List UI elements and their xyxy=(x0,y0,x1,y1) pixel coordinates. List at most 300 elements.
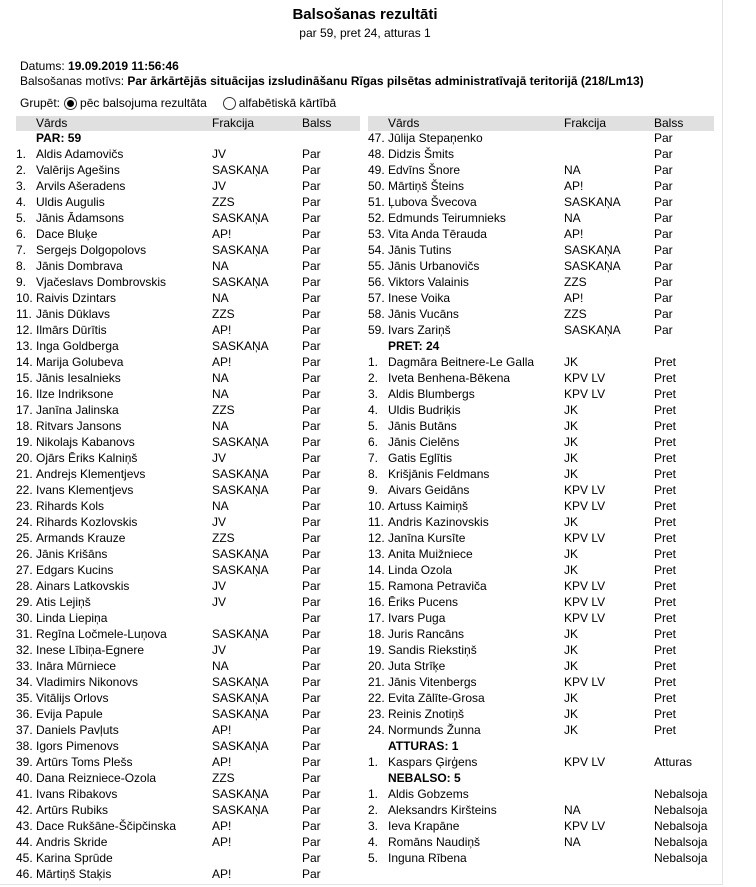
member-vote: Par xyxy=(654,323,673,337)
table-row xyxy=(16,147,360,163)
member-name: Jānis Ādamsons xyxy=(36,211,125,225)
row-number: 51. xyxy=(368,195,385,209)
member-name: Sandis Riekstiņš xyxy=(388,643,477,657)
row-number: 18. xyxy=(368,627,385,641)
member-faction: ZZS xyxy=(212,403,235,417)
member-vote: Pret xyxy=(654,435,677,449)
header-name: Vārds xyxy=(36,116,68,130)
row-number: 17. xyxy=(368,611,385,625)
table-row xyxy=(368,227,714,243)
member-faction: KPV LV xyxy=(564,531,606,545)
table-row xyxy=(16,307,360,323)
member-name: Linda Liepiņa xyxy=(36,611,108,625)
member-vote: Nebalsoja xyxy=(654,819,708,833)
row-number: 58. xyxy=(368,307,385,321)
member-vote: Pret xyxy=(654,611,677,625)
member-faction: AP! xyxy=(564,179,584,193)
member-name: Edgars Kucins xyxy=(36,563,114,577)
member-faction: NA xyxy=(564,211,581,225)
motive-line xyxy=(20,74,644,88)
table-row xyxy=(16,563,360,579)
row-number: 11. xyxy=(16,307,32,321)
table-row xyxy=(368,675,714,691)
member-vote: Pret xyxy=(654,707,677,721)
member-vote: Par xyxy=(302,547,321,561)
table-row xyxy=(368,707,714,723)
row-number: 21. xyxy=(368,675,385,689)
table-row xyxy=(368,419,714,435)
member-name: Jānis Vucāns xyxy=(388,307,459,321)
member-vote: Nebalsoja xyxy=(654,803,708,817)
member-vote: Par xyxy=(302,643,321,657)
member-faction: KPV LV xyxy=(564,819,606,833)
member-vote: Par xyxy=(302,595,321,609)
table-row xyxy=(368,835,714,851)
member-faction: JK xyxy=(564,707,579,721)
member-faction: SASKAŅA xyxy=(212,739,269,753)
member-vote: Pret xyxy=(654,499,677,513)
member-name: Vitālijs Orlovs xyxy=(36,691,109,705)
member-faction: JK xyxy=(564,643,579,657)
member-vote: Par xyxy=(302,691,321,705)
member-name: Jānis Krišāns xyxy=(36,547,108,561)
member-vote: Pret xyxy=(654,355,677,369)
row-number: 10. xyxy=(368,499,385,513)
member-faction: JK xyxy=(564,691,579,705)
group-alphabetical-label[interactable]: alfabētiskā kārtībā xyxy=(238,96,337,110)
row-number: 45. xyxy=(16,851,33,865)
table-row xyxy=(16,835,360,851)
member-vote: Par xyxy=(302,483,321,497)
table-row xyxy=(16,371,360,387)
row-number: 43. xyxy=(16,819,33,833)
member-faction: AP! xyxy=(212,819,232,833)
table-row xyxy=(368,323,714,339)
member-name: Edmunds Teirumnieks xyxy=(388,211,506,225)
row-number: 11. xyxy=(368,515,384,529)
member-faction: ZZS xyxy=(564,307,587,321)
member-name: Ivans Klementjevs xyxy=(36,483,134,497)
member-name: Armands Krauze xyxy=(36,531,126,545)
member-vote: Pret xyxy=(654,467,677,481)
member-faction: SASKAŅA xyxy=(564,259,621,273)
member-faction: ZZS xyxy=(212,531,235,545)
member-vote: Par xyxy=(654,291,673,305)
member-name: Juris Rancāns xyxy=(388,627,465,641)
member-name: Regīna Ločmele-Luņova xyxy=(36,627,167,641)
member-faction: JK xyxy=(564,451,579,465)
member-faction: AP! xyxy=(212,323,232,337)
table-row xyxy=(368,547,714,563)
member-faction: JV xyxy=(212,179,227,193)
table-row xyxy=(368,643,714,659)
member-name: Kaspars Ģirģens xyxy=(388,755,478,769)
table-row xyxy=(368,163,714,179)
member-faction: KPV LV xyxy=(564,595,606,609)
member-vote: Par xyxy=(302,371,321,385)
member-name: Normunds Žunna xyxy=(388,723,481,737)
table-row xyxy=(368,691,714,707)
member-faction: SASKAŅA xyxy=(212,211,269,225)
member-faction: JV xyxy=(212,579,227,593)
member-faction: JV xyxy=(212,147,227,161)
row-number: 1. xyxy=(368,755,379,769)
row-number: 24. xyxy=(16,515,33,529)
table-row xyxy=(16,291,360,307)
member-name: Ritvars Jansons xyxy=(36,419,122,433)
table-row xyxy=(368,243,714,259)
member-vote: Par xyxy=(654,259,673,273)
member-name: Andrejs Klementjevs xyxy=(36,467,146,481)
member-name: Evija Papule xyxy=(36,707,103,721)
row-number: 27. xyxy=(16,563,33,577)
member-name: Karina Sprūde xyxy=(36,851,113,865)
member-faction: JK xyxy=(564,515,579,529)
member-faction: JK xyxy=(564,659,579,673)
table-row xyxy=(16,211,360,227)
member-name: Aldis Blumbergs xyxy=(388,387,475,401)
member-vote: Nebalsoja xyxy=(654,835,708,849)
table-row xyxy=(16,803,360,819)
member-name: Inese Voika xyxy=(388,291,451,305)
member-vote: Par xyxy=(302,611,321,625)
row-number: 56. xyxy=(368,275,385,289)
member-faction: JK xyxy=(564,467,579,481)
member-name: Artūrs Rubiks xyxy=(36,803,109,817)
vote-summary: par 59, pret 24, atturas 1 xyxy=(299,26,431,40)
table-row xyxy=(16,579,360,595)
member-vote: Pret xyxy=(654,579,677,593)
row-number: 4. xyxy=(368,403,379,417)
member-name: Krišjānis Feldmans xyxy=(388,467,490,481)
member-name: Dace Rukšāne-Ščipčinska xyxy=(36,819,177,833)
member-faction: ZZS xyxy=(212,771,235,785)
member-faction: ZZS xyxy=(212,307,235,321)
row-number: 57. xyxy=(368,291,385,305)
row-number: 50. xyxy=(368,179,385,193)
row-number: 39. xyxy=(16,755,33,769)
table-row xyxy=(368,467,714,483)
member-name: Marija Golubeva xyxy=(36,355,124,369)
table-row xyxy=(16,435,360,451)
member-faction: NA xyxy=(212,259,229,273)
row-number: 23. xyxy=(16,499,33,513)
table-row xyxy=(16,227,360,243)
table-row xyxy=(368,659,714,675)
member-vote: Par xyxy=(302,739,321,753)
member-name: Andris Skride xyxy=(36,835,108,849)
member-vote: Pret xyxy=(654,627,677,641)
member-name: Artūrs Toms Plešs xyxy=(36,755,133,769)
date-label: Datums: xyxy=(20,59,65,73)
member-name: Jānis Iesalnieks xyxy=(36,371,121,385)
row-number: 6. xyxy=(368,435,379,449)
member-vote: Pret xyxy=(654,419,677,433)
member-name: Romāns Naudiņš xyxy=(388,835,481,849)
member-name: Jānis Vitenbergs xyxy=(388,675,477,689)
member-faction: ZZS xyxy=(212,195,235,209)
member-name: Janīna Kursīte xyxy=(388,531,466,545)
member-faction: AP! xyxy=(212,867,232,881)
table-row xyxy=(16,483,360,499)
member-vote: Pret xyxy=(654,643,677,657)
row-number: 18. xyxy=(16,419,33,433)
row-number: 23. xyxy=(368,707,385,721)
row-number: 16. xyxy=(368,595,385,609)
member-name: Ivars Puga xyxy=(388,611,446,625)
table-row xyxy=(368,275,714,291)
table-row xyxy=(16,627,360,643)
member-name: Jānis Dombrava xyxy=(36,259,123,273)
table-row xyxy=(368,211,714,227)
member-faction: NA xyxy=(212,419,229,433)
table-row xyxy=(16,195,360,211)
row-number: 10. xyxy=(16,291,33,305)
member-name: Ēriks Pucens xyxy=(388,595,459,609)
row-number: 33. xyxy=(16,659,33,673)
row-number: 12. xyxy=(16,323,33,337)
row-number: 47. xyxy=(368,131,385,145)
member-vote: Par xyxy=(654,147,673,161)
member-faction: JK xyxy=(564,355,579,369)
table-row xyxy=(368,819,714,835)
member-faction xyxy=(212,851,302,867)
member-vote: Par xyxy=(302,803,321,817)
member-name: Aldis Gobzems xyxy=(388,787,469,801)
row-number: 9. xyxy=(16,275,27,289)
page-title: Balsošanas rezultāti xyxy=(292,6,438,23)
table-row xyxy=(16,819,360,835)
member-vote: Par xyxy=(654,179,673,193)
row-number: 15. xyxy=(368,579,385,593)
member-faction xyxy=(564,147,654,163)
member-name: Nikolajs Kabanovs xyxy=(36,435,135,449)
table-row xyxy=(16,675,360,691)
member-name: Uldis Budriķis xyxy=(388,403,461,417)
row-number: 3. xyxy=(368,387,379,401)
member-faction: KPV LV xyxy=(564,483,606,497)
table-row xyxy=(368,387,714,403)
member-name: Vladimirs Nikonovs xyxy=(36,675,139,689)
member-vote: Par xyxy=(302,755,321,769)
member-name: Jānis Butāns xyxy=(388,419,457,433)
member-name: Anita Muižniece xyxy=(388,547,473,561)
member-vote: Par xyxy=(302,259,321,273)
member-vote: Pret xyxy=(654,659,677,673)
table-row xyxy=(368,515,714,531)
member-name: Valērijs Agešins xyxy=(36,163,120,177)
member-vote: Par xyxy=(302,531,321,545)
table-row xyxy=(16,771,360,787)
member-vote: Par xyxy=(302,323,321,337)
member-vote: Pret xyxy=(654,595,677,609)
member-name: Rihards Kols xyxy=(36,499,105,513)
member-faction: AP! xyxy=(212,227,232,241)
table-row xyxy=(368,435,714,451)
header-name: Vārds xyxy=(388,116,420,130)
member-faction: JV xyxy=(212,595,227,609)
date-line xyxy=(20,59,179,73)
table-row xyxy=(16,611,360,627)
member-vote: Par xyxy=(302,227,321,241)
member-name: Mārtiņš Šteins xyxy=(388,179,465,193)
member-name: Jānis Urbanovičs xyxy=(388,259,480,273)
table-row xyxy=(16,323,360,339)
table-row xyxy=(16,339,360,355)
member-name: Jānis Cielēns xyxy=(388,435,460,449)
table-row xyxy=(16,179,360,195)
member-faction: NA xyxy=(564,803,581,817)
table-row xyxy=(16,707,360,723)
table-row xyxy=(16,515,360,531)
member-name: Daniels Pavļuts xyxy=(36,723,119,737)
row-number: 3. xyxy=(16,179,27,193)
results-column-left xyxy=(16,116,360,883)
member-vote: Par xyxy=(302,499,321,513)
group-by-result-label[interactable]: pēc balsojuma rezultāta xyxy=(80,96,207,110)
row-number: 16. xyxy=(16,387,33,401)
table-row xyxy=(16,419,360,435)
row-number: 17. xyxy=(16,403,33,417)
member-vote: Par xyxy=(302,835,321,849)
member-name: Raivis Dzintars xyxy=(36,291,117,305)
member-vote: Par xyxy=(302,851,321,865)
table-row xyxy=(368,483,714,499)
member-vote: Pret xyxy=(654,675,677,689)
member-name: Ivars Zariņš xyxy=(388,323,451,337)
table-row xyxy=(368,787,714,803)
member-name: Dagmāra Beitnere-Le Galla xyxy=(388,355,535,369)
member-name: Aivars Geidāns xyxy=(388,483,470,497)
row-number: 12. xyxy=(368,531,385,545)
member-vote: Par xyxy=(302,659,321,673)
member-faction: NA xyxy=(564,163,581,177)
member-name: Juta Strīķe xyxy=(388,659,446,673)
member-name: Ivans Ribakovs xyxy=(36,787,118,801)
member-vote: Par xyxy=(302,403,321,417)
table-row xyxy=(368,355,714,371)
row-number: 25. xyxy=(16,531,33,545)
member-name: Inga Goldberga xyxy=(36,339,119,353)
member-vote: Par xyxy=(302,707,321,721)
row-number: 32. xyxy=(16,643,33,657)
section-title: ATTURAS: 1 xyxy=(388,739,459,753)
table-row xyxy=(368,803,714,819)
member-faction: AP! xyxy=(564,291,584,305)
table-row xyxy=(368,755,714,771)
motive-label: Balsošanas motīvs: xyxy=(20,74,125,88)
row-number: 37. xyxy=(16,723,33,737)
member-vote: Par xyxy=(302,147,321,161)
header-faction: Frakcija xyxy=(212,116,255,130)
motive-value: Par ārkārtējās situācijas izsludināšanu Rīgas pilsētas administratīvajā teritorijā (218/Lm13) xyxy=(127,74,644,88)
row-number: 49. xyxy=(368,163,385,177)
row-number: 1. xyxy=(368,787,379,801)
member-faction xyxy=(212,611,302,627)
group-label: Grupēt: xyxy=(20,96,61,110)
member-faction xyxy=(564,851,654,867)
table-row xyxy=(368,371,714,387)
member-vote: Par xyxy=(302,211,321,225)
table-row xyxy=(16,259,360,275)
table-row xyxy=(16,867,360,883)
table-row xyxy=(368,611,714,627)
row-number: 13. xyxy=(16,339,33,353)
member-vote: Nebalsoja xyxy=(654,787,708,801)
member-faction xyxy=(564,787,654,803)
member-vote: Par xyxy=(302,515,321,529)
row-number: 21. xyxy=(16,467,33,481)
member-name: Arvils Ašeradens xyxy=(36,179,126,193)
member-vote: Par xyxy=(654,163,673,177)
row-number: 15. xyxy=(16,371,33,385)
member-faction: SASKAŅA xyxy=(212,339,269,353)
member-vote: Pret xyxy=(654,371,677,385)
member-faction: KPV LV xyxy=(564,755,606,769)
table-row xyxy=(368,451,714,467)
member-vote: Par xyxy=(654,211,673,225)
table-row xyxy=(16,243,360,259)
member-vote: Par xyxy=(654,227,673,241)
table-row xyxy=(16,547,360,563)
row-number: 1. xyxy=(368,355,379,369)
table-row xyxy=(368,195,714,211)
member-faction: KPV LV xyxy=(564,675,606,689)
row-number: 20. xyxy=(368,659,385,673)
member-vote: Par xyxy=(302,787,321,801)
member-vote: Pret xyxy=(654,723,677,737)
member-name: Andris Kazinovskis xyxy=(388,515,489,529)
row-number: 28. xyxy=(16,579,33,593)
group-alphabetical-radio[interactable] xyxy=(223,97,236,110)
row-number: 48. xyxy=(368,147,385,161)
results-column-right xyxy=(368,116,714,867)
member-vote: Par xyxy=(302,307,321,321)
group-by-result-radio[interactable] xyxy=(64,97,77,110)
row-number: 34. xyxy=(16,675,33,689)
member-faction: JK xyxy=(564,723,579,737)
member-name: Artuss Kaimiņš xyxy=(388,499,469,513)
member-vote: Pret xyxy=(654,531,677,545)
table-row xyxy=(368,259,714,275)
table-row xyxy=(368,531,714,547)
table-row xyxy=(368,147,714,163)
row-number: 31. xyxy=(16,627,33,641)
row-number: 3. xyxy=(368,819,379,833)
row-number: 4. xyxy=(16,195,27,209)
row-number: 42. xyxy=(16,803,33,817)
member-vote: Pret xyxy=(654,387,677,401)
member-faction: SASKAŅA xyxy=(212,563,269,577)
table-row xyxy=(16,787,360,803)
table-row xyxy=(16,723,360,739)
table-row xyxy=(368,595,714,611)
member-faction: NA xyxy=(212,371,229,385)
member-faction: JK xyxy=(564,627,579,641)
member-faction: JK xyxy=(564,403,579,417)
member-faction: ZZS xyxy=(564,275,587,289)
member-name: Rihards Kozlovskis xyxy=(36,515,138,529)
row-number: 2. xyxy=(368,371,379,385)
row-number: 30. xyxy=(16,611,33,625)
member-faction: SASKAŅA xyxy=(212,707,269,721)
row-number: 54. xyxy=(368,243,385,257)
row-number: 9. xyxy=(368,483,379,497)
member-vote: Par xyxy=(302,339,321,353)
table-row xyxy=(368,563,714,579)
member-faction: AP! xyxy=(564,227,584,241)
row-number: 8. xyxy=(368,467,379,481)
